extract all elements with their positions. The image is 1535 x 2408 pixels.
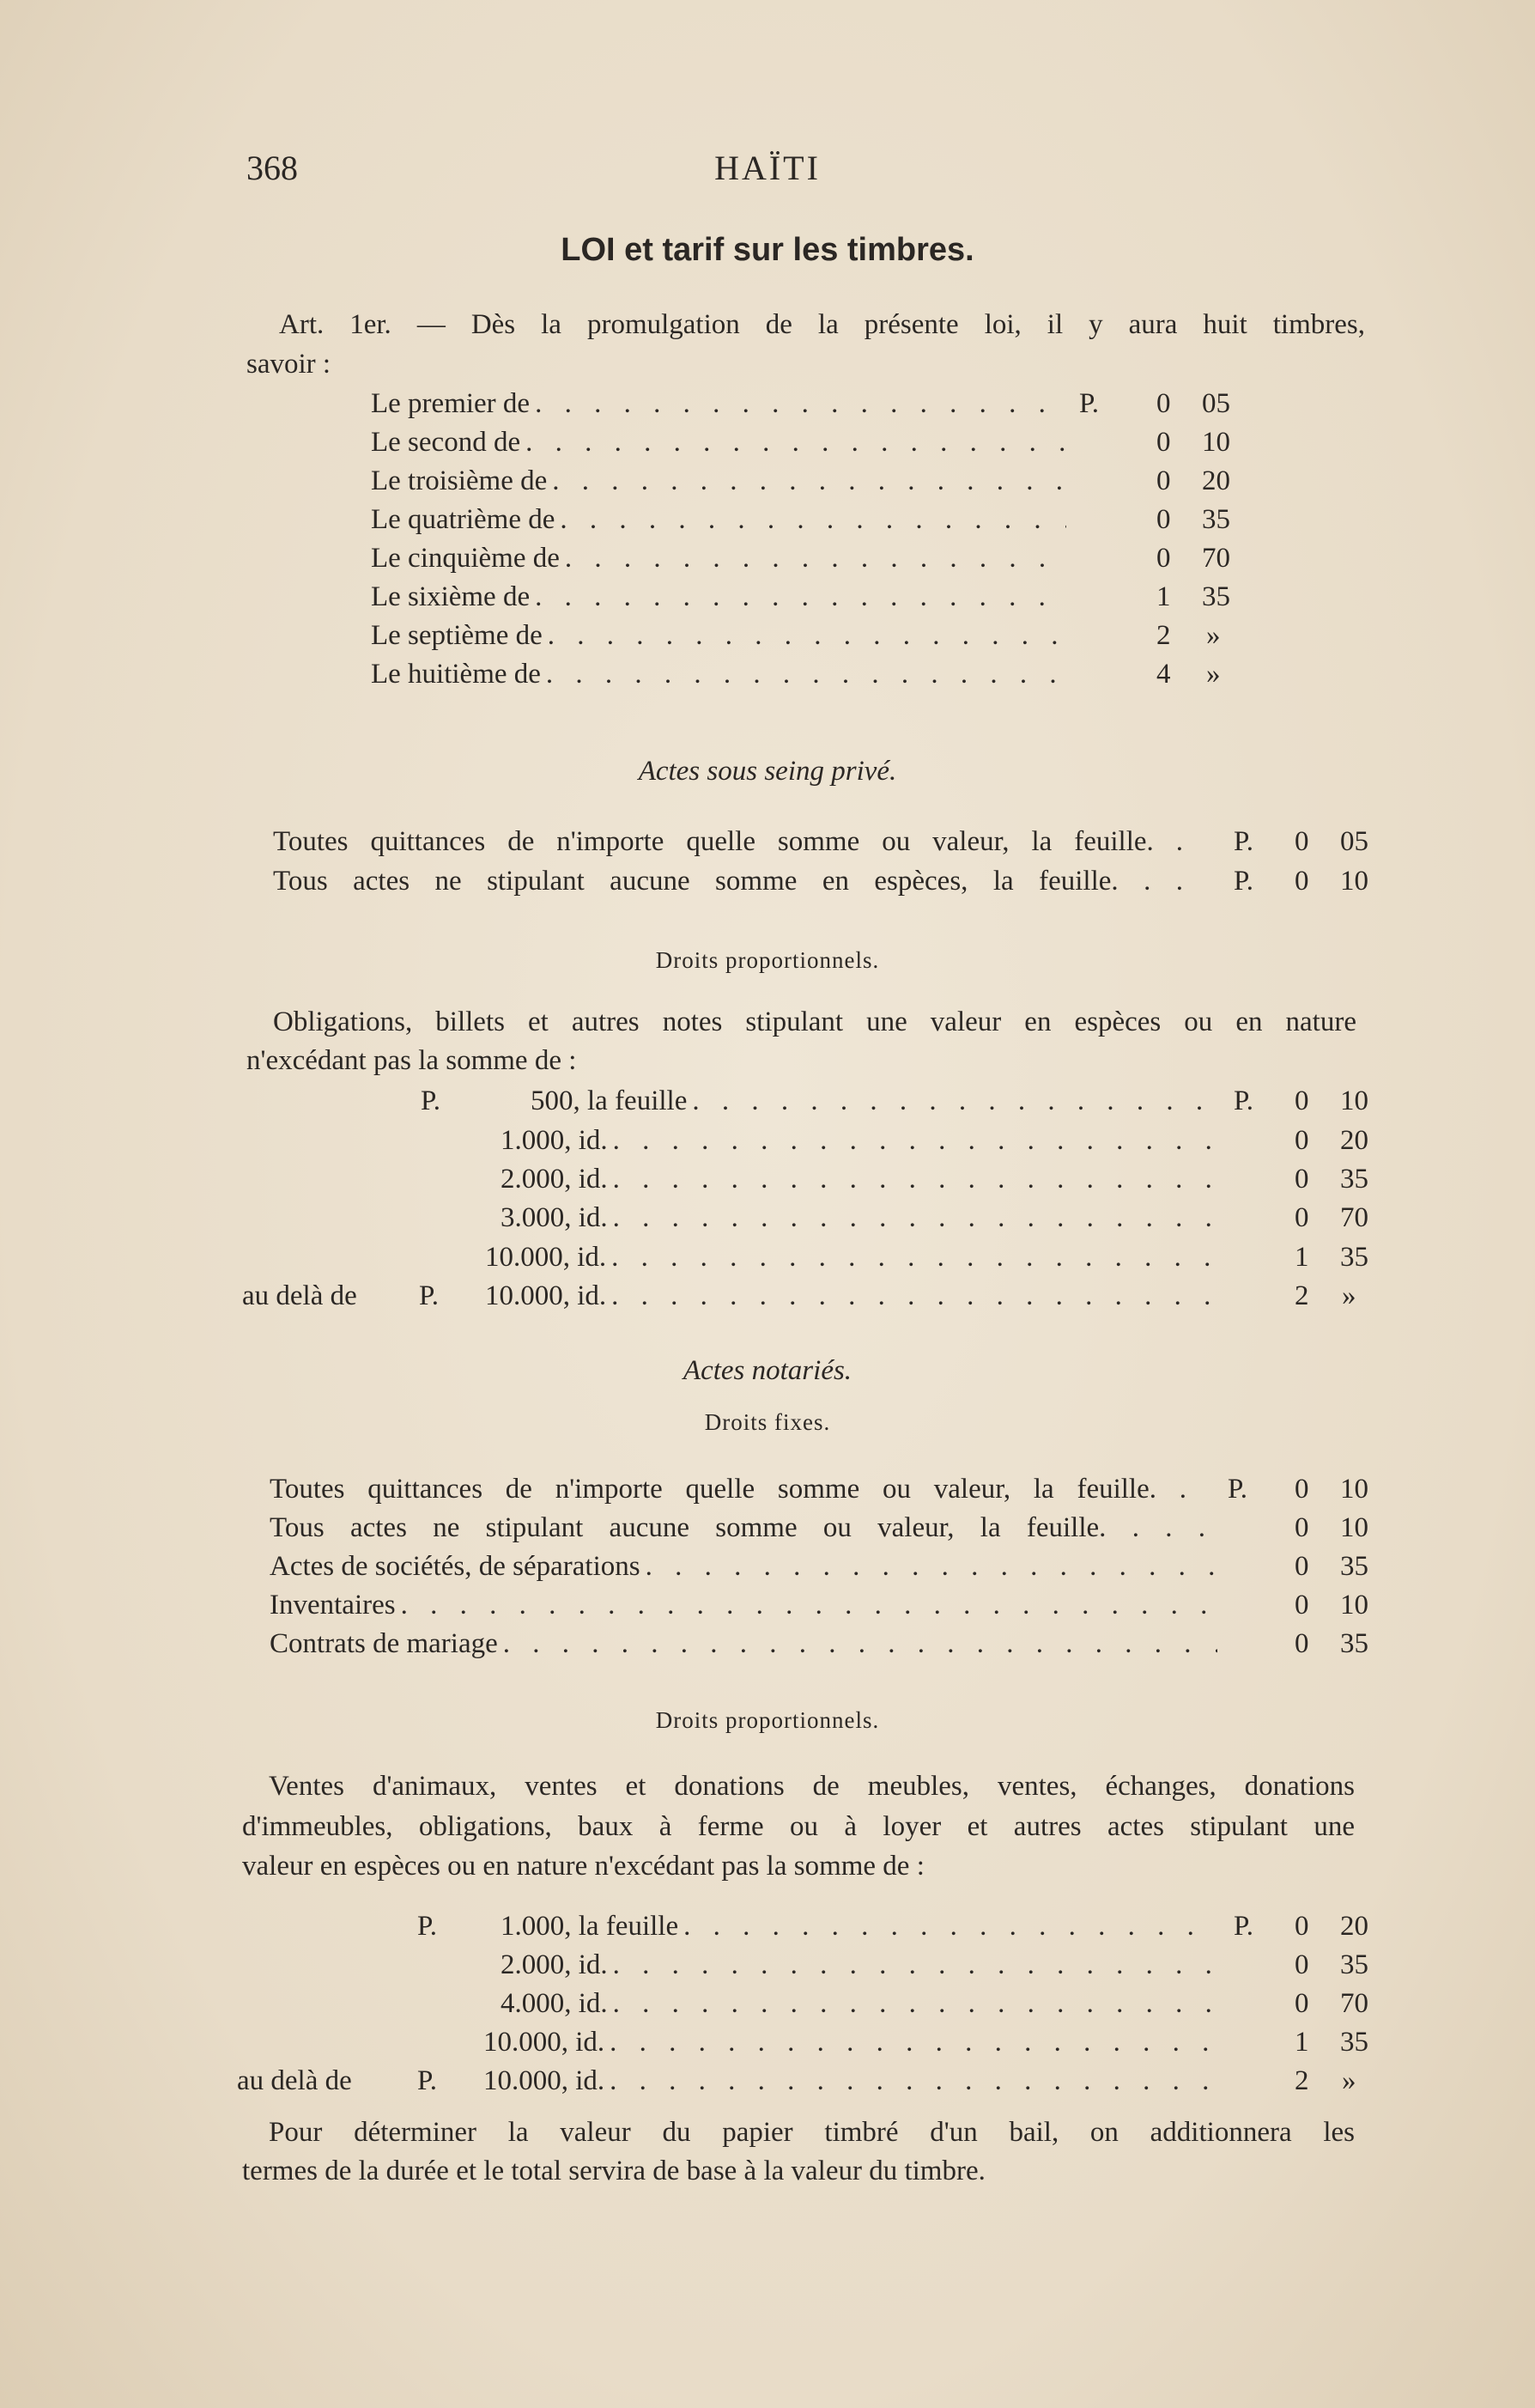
value-int: 0 bbox=[1295, 1551, 1309, 1582]
amount-row bbox=[485, 1242, 1217, 1274]
amount-label: 500, la feuille bbox=[531, 1085, 688, 1116]
leader-dots bbox=[530, 581, 1066, 613]
paragraph-line: n'excédant pas la somme de : bbox=[246, 1045, 577, 1076]
amount-row bbox=[483, 2065, 1217, 2097]
value-int: 2 bbox=[1295, 1280, 1309, 1311]
stamp-label: Le second de bbox=[371, 427, 521, 458]
value-int: 0 bbox=[1156, 543, 1171, 574]
running-title: HAÏTI bbox=[714, 149, 821, 187]
leader-dots bbox=[547, 465, 1066, 497]
stamp-label: Le quatrième de bbox=[371, 504, 555, 535]
section-heading: Actes sous seing privé. bbox=[638, 756, 897, 787]
beyond-label: au delà de bbox=[242, 1280, 357, 1311]
amount-row bbox=[501, 1911, 1217, 1943]
value-int: 0 bbox=[1295, 1988, 1309, 2019]
amount-label: 10.000, id. bbox=[485, 1280, 607, 1311]
closing-line: Pour déterminer la valeur du papier timbré d'un bail, on additionnera les bbox=[269, 2117, 1355, 2148]
stamp-row bbox=[371, 620, 1066, 652]
fee-row bbox=[270, 1590, 1217, 1621]
value-dec: 35 bbox=[1340, 1949, 1368, 1980]
amount-label: 2.000, id. bbox=[501, 1949, 608, 1980]
value-int: 0 bbox=[1295, 1202, 1309, 1233]
paragraph-line: Obligations, billets et autres notes stipulant une valeur en espèces ou en nature bbox=[273, 1006, 1356, 1037]
amount-label: 2.000, id. bbox=[501, 1164, 608, 1195]
stamp-row bbox=[371, 659, 1066, 690]
value-dec: 10 bbox=[1340, 1474, 1368, 1505]
value-prefix: P. bbox=[1234, 866, 1253, 897]
leader-dots bbox=[396, 1590, 1217, 1621]
currency-label: P. bbox=[419, 1280, 439, 1311]
value-int: 1 bbox=[1295, 1242, 1309, 1273]
value-int: 0 bbox=[1295, 1085, 1309, 1116]
stamp-row bbox=[371, 504, 1066, 536]
value-prefix: P. bbox=[1079, 388, 1099, 419]
value-dec: 35 bbox=[1340, 1551, 1368, 1582]
value-int: 0 bbox=[1156, 427, 1171, 458]
paragraph-line: valeur en espèces ou en nature n'excédant pas la somme de : bbox=[242, 1851, 925, 1882]
value-dec: 35 bbox=[1340, 1164, 1368, 1195]
value-dec: 70 bbox=[1340, 1202, 1368, 1233]
fee-row bbox=[270, 1551, 1217, 1583]
value-int: 0 bbox=[1156, 504, 1171, 535]
value-dec: 70 bbox=[1340, 1988, 1368, 2019]
closing-line: termes de la durée et le total servira de base à la valeur du timbre. bbox=[242, 2156, 986, 2186]
stamp-label: Le huitième de bbox=[371, 659, 541, 690]
leader-dots bbox=[530, 388, 1066, 420]
leader-dots bbox=[543, 620, 1066, 652]
leader-dots bbox=[555, 504, 1066, 536]
amount-row bbox=[501, 1164, 1217, 1195]
amount-row bbox=[501, 1202, 1217, 1234]
stamp-label: Le troisième de bbox=[371, 465, 548, 496]
paragraph-line: d'immeubles, obligations, baux à ferme ou à loyer et autres actes stipulant une bbox=[242, 1811, 1355, 1842]
value-int: 0 bbox=[1295, 1590, 1309, 1621]
beyond-label: au delà de bbox=[237, 2065, 352, 2096]
leader-dots bbox=[498, 1628, 1217, 1660]
article-line-2: savoir : bbox=[246, 349, 331, 380]
amount-label: 10.000, id. bbox=[483, 2065, 605, 2096]
stamp-row bbox=[371, 388, 1066, 420]
value-prefix: P. bbox=[1234, 1085, 1253, 1116]
stamp-row bbox=[371, 465, 1066, 497]
article-line-1: Art. 1er. — Dès la promulgation de la présente loi, il y aura huit timbres, bbox=[279, 309, 1365, 340]
value-dec: 35 bbox=[1202, 581, 1230, 612]
value-dec: » bbox=[1206, 620, 1221, 651]
subsection-heading: Droits proportionnels. bbox=[655, 947, 880, 973]
value-int: 0 bbox=[1295, 1512, 1309, 1543]
fee-line: Tous actes ne stipulant aucune somme en espèces, la feuille. . . bbox=[273, 866, 1183, 897]
amount-label: 1.000, la feuille bbox=[501, 1911, 679, 1942]
value-prefix: P. bbox=[1228, 1474, 1247, 1505]
leader-dots bbox=[604, 2027, 1217, 2058]
fee-line: Toutes quittances de n'importe quelle somme ou valeur, la feuille. . bbox=[273, 826, 1183, 857]
stamp-label: Le cinquième de bbox=[371, 543, 560, 574]
value-int: 0 bbox=[1295, 1949, 1309, 1980]
value-dec: 20 bbox=[1340, 1125, 1368, 1156]
stamp-row bbox=[371, 427, 1066, 459]
amount-row bbox=[531, 1085, 1217, 1117]
value-dec: » bbox=[1206, 659, 1221, 690]
leader-dots bbox=[608, 1202, 1217, 1234]
amount-label: 4.000, id. bbox=[501, 1988, 608, 2019]
value-int: 0 bbox=[1156, 465, 1171, 496]
value-dec: 10 bbox=[1340, 1085, 1368, 1116]
value-dec: 35 bbox=[1202, 504, 1230, 535]
value-dec: 35 bbox=[1340, 2027, 1368, 2058]
currency-label: P. bbox=[417, 2065, 437, 2096]
value-int: 2 bbox=[1295, 2065, 1309, 2096]
value-dec: 10 bbox=[1340, 1590, 1368, 1621]
page-number: 368 bbox=[246, 149, 298, 187]
value-dec: » bbox=[1342, 1280, 1356, 1311]
value-int: 1 bbox=[1156, 581, 1171, 612]
leader-dots bbox=[608, 1949, 1217, 1981]
value-dec: 20 bbox=[1202, 465, 1230, 496]
stamp-label: Le sixième de bbox=[371, 581, 531, 612]
value-int: 1 bbox=[1295, 2027, 1309, 2058]
leader-dots bbox=[678, 1911, 1217, 1943]
stamp-label: Le septième de bbox=[371, 620, 543, 651]
value-int: 0 bbox=[1295, 1164, 1309, 1195]
fee-label: Actes de sociétés, de séparations bbox=[270, 1551, 640, 1582]
subsection-heading: Droits fixes. bbox=[704, 1409, 831, 1435]
fee-line: Toutes quittances de n'importe quelle somme ou valeur, la feuille. . bbox=[270, 1474, 1186, 1505]
value-dec: 35 bbox=[1340, 1628, 1368, 1659]
value-dec: » bbox=[1342, 2065, 1356, 2096]
value-dec: 20 bbox=[1340, 1911, 1368, 1942]
value-dec: 35 bbox=[1340, 1242, 1368, 1273]
leader-dots bbox=[606, 1242, 1217, 1274]
value-int: 0 bbox=[1295, 1125, 1309, 1156]
amount-label: 10.000, id. bbox=[485, 1242, 607, 1273]
amount-row bbox=[485, 1280, 1217, 1312]
value-int: 2 bbox=[1156, 620, 1171, 651]
leader-dots bbox=[604, 2065, 1217, 2097]
value-dec: 05 bbox=[1202, 388, 1230, 419]
amount-row bbox=[501, 1949, 1217, 1981]
amount-row bbox=[501, 1125, 1217, 1157]
fee-label: Contrats de mariage bbox=[270, 1628, 498, 1659]
leader-dots bbox=[520, 427, 1066, 459]
fee-row bbox=[270, 1628, 1217, 1660]
amount-row bbox=[501, 1988, 1217, 2020]
leader-dots bbox=[560, 543, 1066, 575]
value-dec: 70 bbox=[1202, 543, 1230, 574]
currency-label: P. bbox=[421, 1085, 440, 1116]
stamp-row bbox=[371, 543, 1066, 575]
value-prefix: P. bbox=[1234, 1911, 1253, 1942]
leader-dots bbox=[640, 1551, 1217, 1583]
value-int: 0 bbox=[1295, 1628, 1309, 1659]
value-prefix: P. bbox=[1234, 826, 1253, 857]
value-int: 0 bbox=[1295, 866, 1309, 897]
fee-line: Tous actes ne stipulant aucune somme ou valeur, la feuille. . . . bbox=[270, 1512, 1205, 1543]
leader-dots bbox=[541, 659, 1066, 690]
stamp-row bbox=[371, 581, 1066, 613]
leader-dots bbox=[606, 1280, 1217, 1312]
amount-label: 3.000, id. bbox=[501, 1202, 608, 1233]
amount-label: 1.000, id. bbox=[501, 1125, 608, 1156]
subsection-heading: Droits proportionnels. bbox=[655, 1707, 880, 1733]
leader-dots bbox=[687, 1085, 1217, 1117]
leader-dots bbox=[608, 1164, 1217, 1195]
value-int: 0 bbox=[1295, 1474, 1309, 1505]
currency-label: P. bbox=[417, 1911, 437, 1942]
amount-row bbox=[483, 2027, 1217, 2058]
value-dec: 05 bbox=[1340, 826, 1368, 857]
value-int: 0 bbox=[1156, 388, 1171, 419]
amount-label: 10.000, id. bbox=[483, 2027, 605, 2058]
value-int: 0 bbox=[1295, 1911, 1309, 1942]
fee-label: Inventaires bbox=[270, 1590, 396, 1621]
stamp-label: Le premier de bbox=[371, 388, 531, 419]
value-dec: 10 bbox=[1202, 427, 1230, 458]
document-title: LOI et tarif sur les timbres. bbox=[561, 232, 974, 268]
value-dec: 10 bbox=[1340, 1512, 1368, 1543]
leader-dots bbox=[608, 1988, 1217, 2020]
value-int: 4 bbox=[1156, 659, 1171, 690]
leader-dots bbox=[608, 1125, 1217, 1157]
value-int: 0 bbox=[1295, 826, 1309, 857]
section-heading: Actes notariés. bbox=[683, 1355, 852, 1386]
value-dec: 10 bbox=[1340, 866, 1368, 897]
paragraph-line: Ventes d'animaux, ventes et donations de meubles, ventes, échanges, donations bbox=[269, 1771, 1355, 1802]
